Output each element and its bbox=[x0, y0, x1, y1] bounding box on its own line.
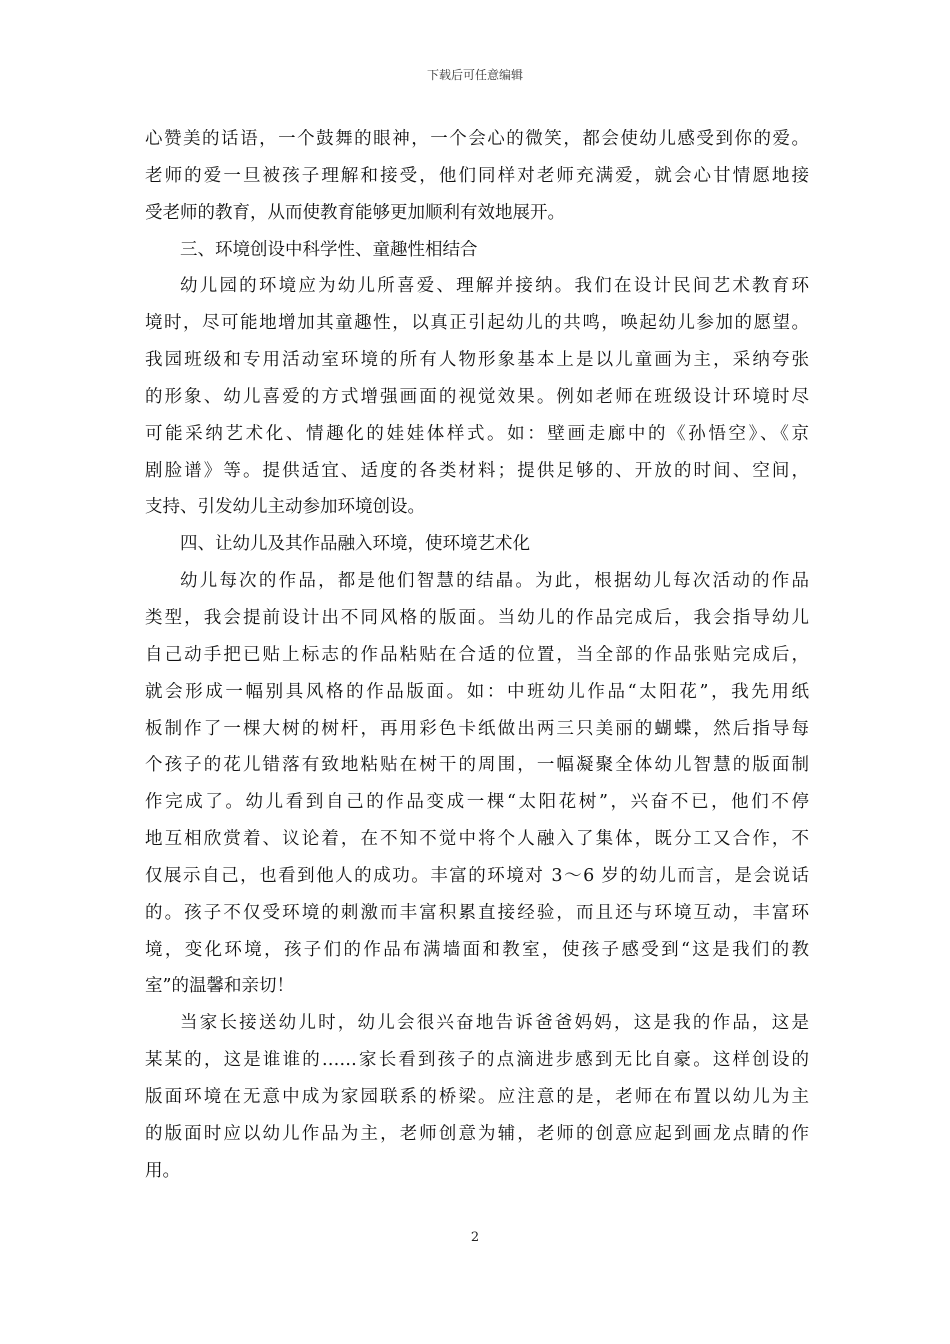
text-line: 幼儿园的环境应为幼儿所喜爱、理解并接纳。我们在设计民间艺术教育环 bbox=[180, 276, 809, 297]
text-line: 类型，我会提前设计出不同风格的版面。当幼儿的作品完成后，我会指导幼儿 bbox=[145, 607, 809, 628]
section-heading: 三、环境创设中科学性、童趣性相结合 bbox=[180, 239, 478, 260]
text-line: 可能采纳艺术化、情趣化的娃娃体样式。如：壁画走廊中的《孙悟空》、《京 bbox=[145, 423, 809, 444]
page-number: 2 bbox=[470, 1230, 480, 1245]
text-line: 个孩子的花儿错落有致地粘贴在树干的周围，一幅凝聚全体幼儿智慧的版面制 bbox=[145, 755, 809, 776]
text-line: 幼儿每次的作品，都是他们智慧的结晶。为此，根据幼儿每次活动的作品 bbox=[180, 571, 809, 592]
text-line: 境，变化环境，孩子们的作品布满墙面和教室，使孩子感受到“这是我们的教 bbox=[145, 939, 809, 960]
page-header: 下载后可任意编辑 bbox=[426, 68, 523, 82]
text-line: 的版面时应以幼儿作品为主，老师创意为辅，老师的创意应起到画龙点睛的作 bbox=[145, 1123, 809, 1144]
text-line: 的形象、幼儿喜爱的方式增强画面的视觉效果。例如老师在班级设计环境时尽 bbox=[145, 386, 809, 407]
text-line: 老师的爱一旦被孩子理解和接受，他们同样对老师充满爱，就会心甘情愿地接 bbox=[145, 165, 809, 186]
text-line: 作完成了。幼儿看到自己的作品变成一棵“太阳花树”，兴奋不已，他们不停 bbox=[145, 792, 809, 813]
text-line: 室”的温馨和亲切！ bbox=[145, 976, 294, 997]
text-line: 境时，尽可能地增加其童趣性，以真正引起幼儿的共鸣，唤起幼儿参加的愿望。 bbox=[145, 313, 809, 334]
text-line: 仅展示自己，也看到他人的成功。丰富的环境对 3～6 岁的幼儿而言，是会说话 bbox=[145, 865, 809, 886]
text-line: 用。 bbox=[145, 1160, 180, 1181]
text-line: 我园班级和专用活动室环境的所有人物形象基本上是以儿童画为主，采纳夸张 bbox=[145, 350, 809, 371]
text-line: 剧脸谱》等。提供适宜、适度的各类材料；提供足够的、开放的时间、空间， bbox=[145, 460, 809, 481]
text-line: 自己动手把已贴上标志的作品粘贴在合适的位置，当全部的作品张贴完成后， bbox=[145, 644, 809, 665]
text-line: 板制作了一棵大树的树杆，再用彩色卡纸做出两三只美丽的蝴蝶，然后指导每 bbox=[145, 718, 809, 739]
text-line: 某某的，这是谁谁的……家长看到孩子的点滴进步感到无比自豪。这样创设的 bbox=[145, 1050, 809, 1071]
section-heading: 四、让幼儿及其作品融入环境，使环境艺术化 bbox=[180, 534, 530, 555]
text-line: 心赞美的话语，一个鼓舞的眼神，一个会心的微笑，都会使幼儿感受到你的爱。 bbox=[145, 129, 809, 149]
text-line: 支持、引发幼儿主动参加环境创设。 bbox=[145, 497, 425, 518]
text-line: 的。孩子不仅受环境的刺激而丰富积累直接经验，而且还与环境互动，丰富环 bbox=[145, 902, 809, 923]
text-line: 受老师的教育，从而使教育能够更加顺利有效地展开。 bbox=[145, 202, 565, 223]
body-text bbox=[145, 121, 809, 1189]
text-line: 当家长接送幼儿时，幼儿会很兴奋地告诉爸爸妈妈，这是我的作品，这是 bbox=[180, 1013, 809, 1034]
text-line: 版面环境在无意中成为家园联系的桥梁。应注意的是，老师在布置以幼儿为主 bbox=[145, 1086, 809, 1107]
text-line: 地互相欣赏着、议论着，在不知不觉中将个人融入了集体，既分工又合作，不 bbox=[145, 829, 809, 850]
text-line: 就会形成一幅别具风格的作品版面。如：中班幼儿作品“太阳花”，我先用纸 bbox=[145, 681, 809, 702]
